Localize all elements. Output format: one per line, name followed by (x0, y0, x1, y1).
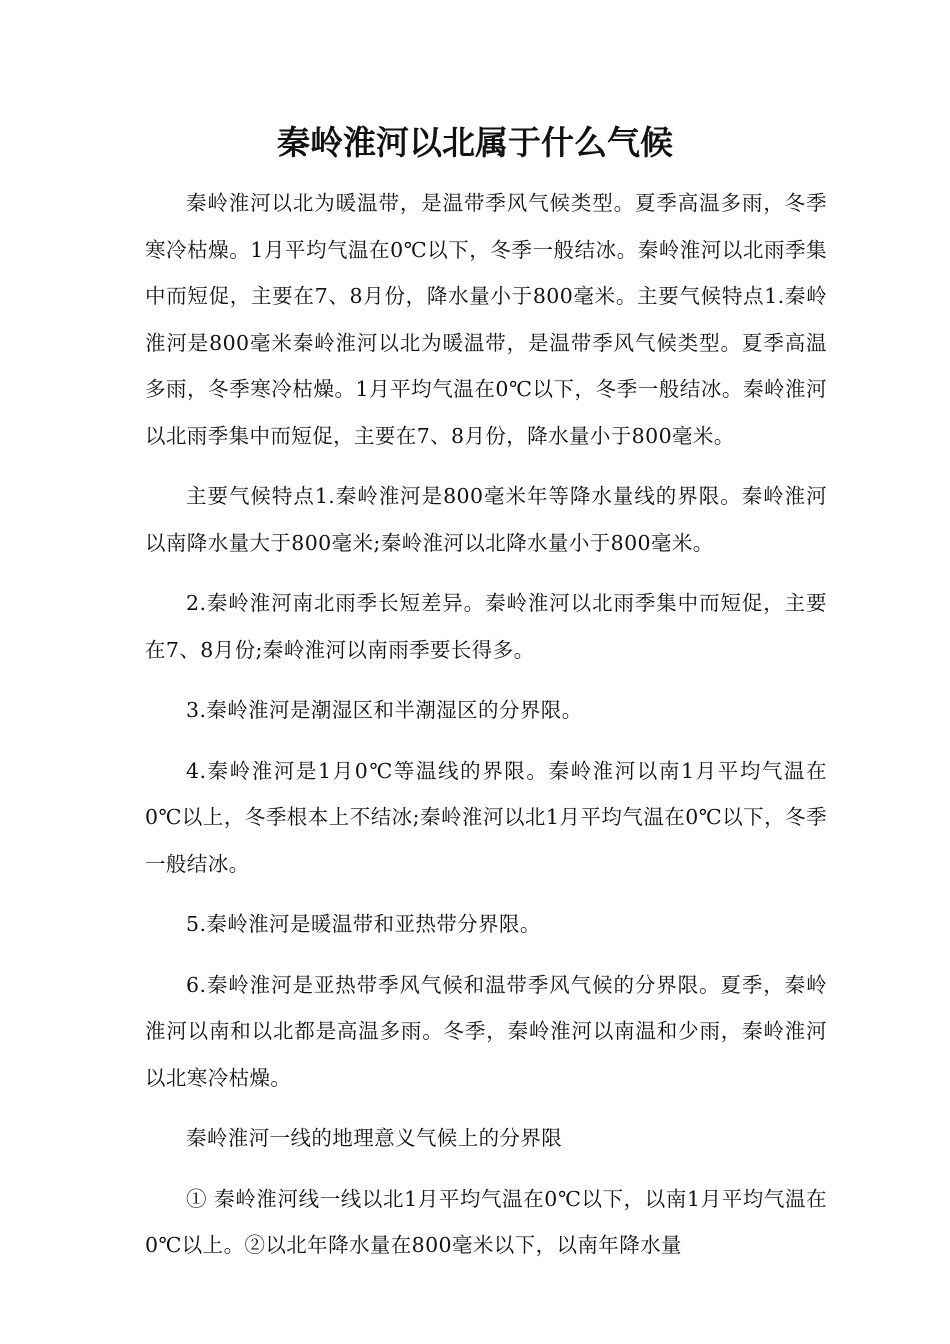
paragraph-7: 6.秦岭淮河是亚热带季风气候和温带季风气候的分界限。夏季，秦岭淮河以南和以北都是高温多雨。冬季，秦岭淮河以南温和少雨，秦岭淮河以北寒冷枯燥。 (145, 972, 827, 1090)
paragraph-3: 2.秦岭淮河南北雨季长短差异。秦岭淮河以北雨季集中而短促，主要在7、8月份;秦岭淮河以南雨季要长得多。 (145, 591, 827, 662)
paragraph-2: 主要气候特点1.秦岭淮河是800毫米年等降水量线的界限。秦岭淮河以南降水量大于800毫米;秦岭淮河以北降水量小于800毫米。 (145, 484, 827, 555)
document-body (145, 180, 827, 1283)
paragraph-5: 4.秦岭淮河是1月0℃等温线的界限。秦岭淮河以南1月平均气温在0℃以上，冬季根本上不结冰;秦岭淮河以北1月平均气温在0℃以下，冬季一般结冰。 (145, 758, 827, 876)
paragraph-8: 秦岭淮河一线的地理意义气候上的分界限 (186, 1126, 563, 1150)
paragraph-6: 5.秦岭淮河是暖温带和亚热带分界限。 (186, 912, 541, 936)
document-title: 秦岭淮河以北属于什么气候 (277, 123, 673, 162)
paragraph-9: ① 秦岭淮河线一线以北1月平均气温在0℃以下，以南1月平均气温在0℃以上。②以北年降水量在800毫米以下，以南年降水量 (145, 1186, 827, 1257)
paragraph-4: 3.秦岭淮河是潮湿区和半潮湿区的分界限。 (186, 698, 583, 722)
paragraph-1: 秦岭淮河以北为暖温带，是温带季风气候类型。夏季高温多雨，冬季寒冷枯燥。1月平均气温在0℃以下，冬季一般结冰。秦岭淮河以北雨季集中而短促，主要在7、8月份，降水量小于800毫米。主要气候特点1.秦岭淮河是800毫米秦岭淮河以北为暖温带，是温带季风气候类型。夏季高温多雨，冬季寒冷枯燥。1月平均气温在0℃以下，冬季一般结冰。秦岭淮河以北雨季集中而短促，主要在7、8月份，降水量小于800毫米。 (145, 191, 827, 448)
